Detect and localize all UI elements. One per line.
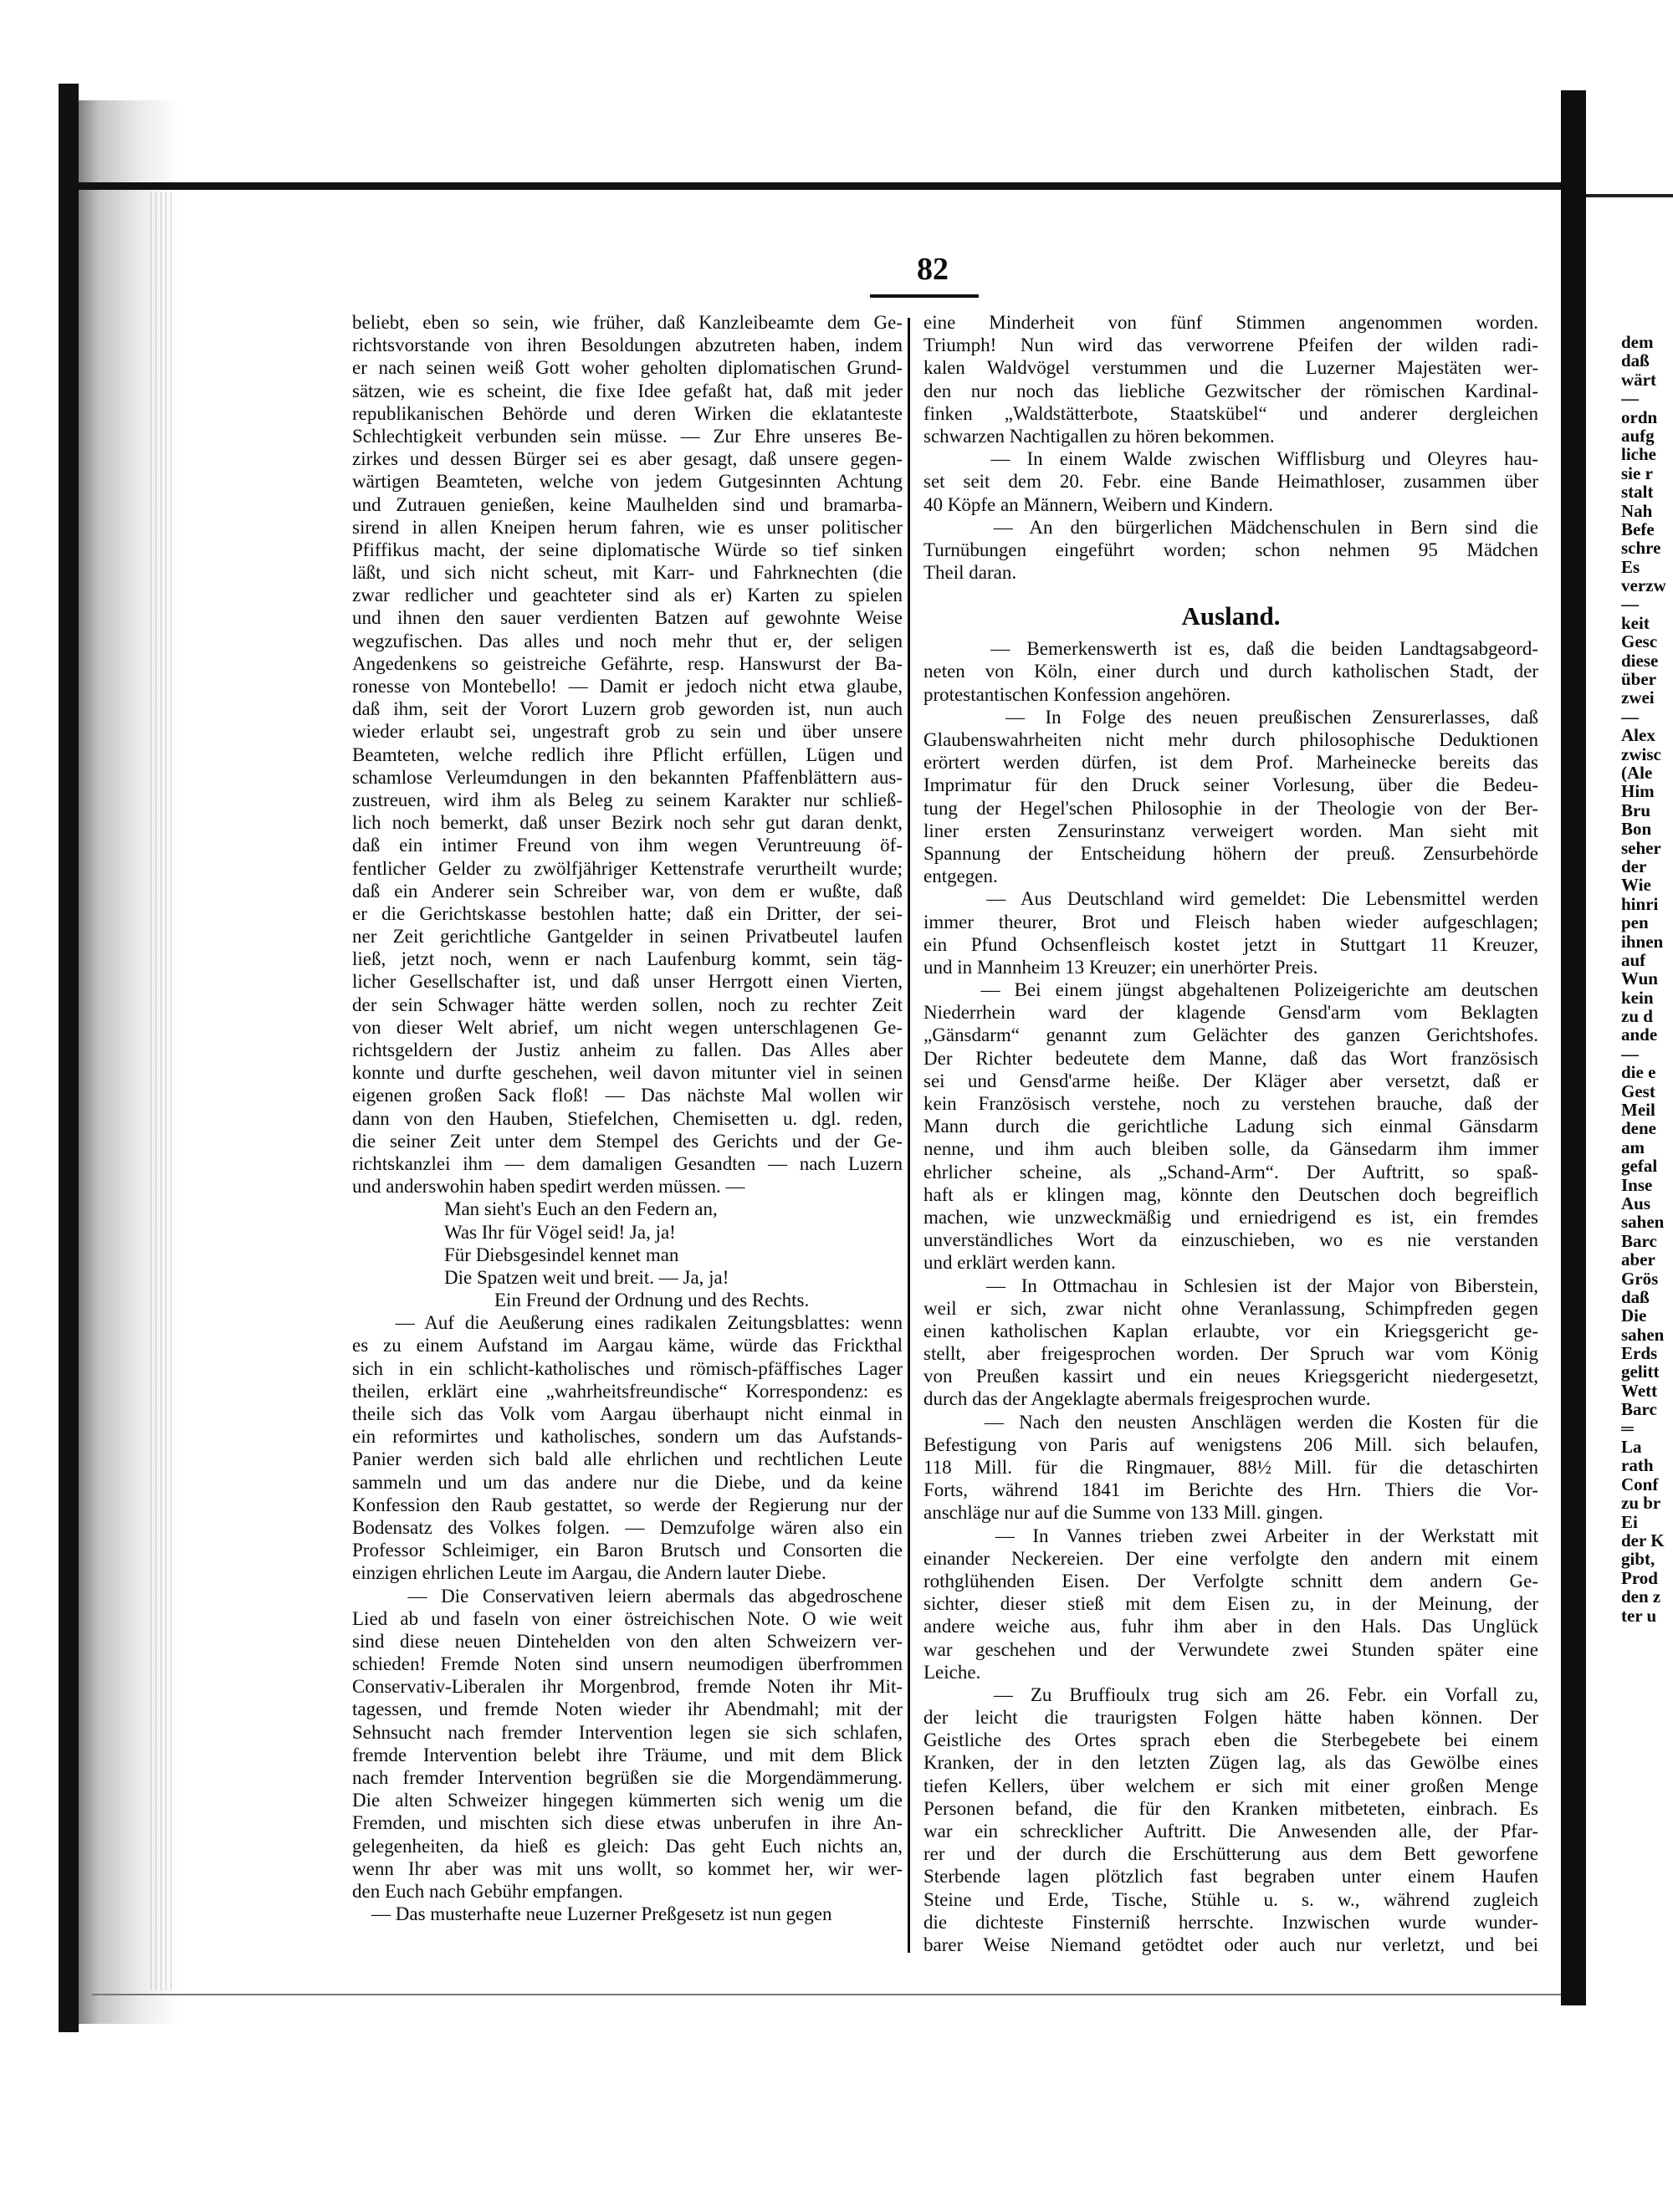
news-paragraph [923,887,1538,978]
fragment-line: Him [1621,781,1655,802]
text-line: erörtert werden dürfen, ist dem Prof. Marheinecke bereits das [923,752,1538,774]
fragment-line: sahen [1621,1212,1665,1233]
text-line: — Das musterhafte neue Luzerner Preßgesetz ist nun gegen [352,1903,832,1925]
text-line: ließ, jetzt noch, wenn er nach Laufenburg kommt, sein täg- [352,948,903,970]
news-paragraph [923,1525,1538,1683]
text-line: ner Zeit gerichtliche Gantgelder in seinen Privatbeutel laufen [352,926,903,948]
text-line: Lied ab und faseln von einer östreichischen Note. O wie weit [352,1607,903,1629]
text-line: kein Französisch verstehe, noch zu verstehen brauche, daß der [923,1093,1538,1114]
fragment-line: gelitt [1621,1361,1660,1382]
text-line: Triumph! Nun wird das verworrene Pfeifen der wilden radi- [923,335,1538,356]
text-line: und anderswohin haben spedirt werden müssen. — [352,1176,745,1198]
fragment-line: — [1621,388,1639,409]
text-line: licher Gesellschafter ist, und daß unser Herrgott einen Vierten, [352,971,903,993]
text-line: er die Gerichtskasse bestohlen hatte; daß ein Dritter, der sei- [352,902,903,924]
fragment-line: zwisc [1621,743,1661,764]
text-line: fentlicher Gelder zu zwölfjähriger Kettenstrafe verurtheilt wurde; [352,857,903,879]
text-line: war geschehen und der Verwundete zwei Stunden später eine [923,1638,1538,1660]
fragment-line: Die [1621,1305,1647,1326]
text-line: haft als er klingen mag, könnte den Deutschen doch begreiflich [923,1183,1538,1205]
text-line: die seiner Zeit unter dem Stempel des Gerichts und der Ge- [352,1130,903,1152]
text-line: durch das der Angeklagte abermals freigesprochen wurde. [923,1388,1371,1410]
fragment-line: hinri [1621,893,1659,914]
text-line: wieder erlaubt sei, ungestraft grob zu sein und über unsere [352,721,903,743]
news-paragraph [923,637,1538,706]
fragment-line: zu d [1621,1006,1653,1027]
text-line: Theil daran. [923,562,1017,584]
fragment-line: Nah [1621,500,1653,521]
text-line: dann von den Hauben, Stiefelchen, Chemisetten u. dgl. reden, [352,1107,903,1129]
fragment-line: über [1621,669,1656,690]
header-rule [79,182,1564,190]
text-line: die dichteste Finsterniß herrschte. Inzwischen wurde wunder- [923,1911,1538,1933]
text-line: der sein Schwager hätte werden sollen, noch zu rechter Zeit [352,994,903,1015]
text-line: Niederrhein ward der klagende Gensd'arm vom Beklagten [923,1002,1538,1024]
text-line: ronesse von Montebello! — Damit er jedoch nicht etwa glaube, [352,676,903,697]
fragment-line: — [1621,594,1639,615]
fragment-line: Alex [1621,725,1655,746]
fragment-line: Bon [1621,819,1652,840]
text-line: machen, wie unzweckmäßig und erniedrigend es ist, ein fremdes [923,1206,1538,1228]
text-line: gelegenheiten, da hieß es gleich: Das geht Euch nichts an, [352,1835,903,1857]
text-line: sei und Gensd'arme heiße. Der Kläger aber versetzt, daß er [923,1070,1538,1091]
text-line: Angedenkens so geistreiche Gefährte, resp. Hanswurst der Ba- [352,652,903,674]
text-line: er nach seinen weiß Gott woher geholten diplomatischen Grund- [352,357,903,379]
fragment-line: Inse [1621,1174,1653,1195]
text-line: neten von Köln, einer durch und durch katholischen Stadt, der [923,661,1538,682]
text-line: wegzufischen. Das alles und noch mehr thut er, der seligen [352,630,903,651]
news-paragraph [352,1903,903,1925]
next-page-header-rule [1586,194,1673,197]
fragment-line: ordn [1621,406,1658,427]
text-line: und Zutrauen genießen, keine Maulhelden sind und bramarba- [352,493,903,515]
left-text-column [352,311,903,1925]
fragment-line: aufg [1621,425,1655,446]
text-line: sich in ein schlicht-katholisches und römisch-pfäffisches Lager [352,1357,903,1379]
fragment-line: Es [1621,556,1640,577]
text-line: einander Neckereien. Der eine verfolgte den andern mit einem [923,1547,1538,1569]
text-line: Leiche. [923,1661,981,1683]
fragment-line: ═ [1621,1418,1634,1438]
fragment-line: liche [1621,444,1656,465]
fragment-line: gefal [1621,1156,1658,1177]
text-line: einen katholischen Kaplan erlaubte, vor ein Kriegsgericht ge- [923,1320,1538,1341]
fragment-line: (Ale [1621,762,1653,783]
text-line: Ein Freund der Ordnung und des Rechts. [494,1290,810,1311]
text-line: Spannung der Entscheidung höhern der preuß. Zensurbehörde [923,842,1538,864]
text-line: nach fremder Intervention begrüßen sie die Morgendämmerung. [352,1767,903,1788]
fragment-line: sie r [1621,462,1653,483]
text-line: andere weiche aus, fuhr ihm aber in den Hals. Das Unglück [923,1616,1538,1637]
text-line: Der Richter bedeutete dem Manne, daß das Wort französisch [923,1047,1538,1069]
text-line: — Zu Bruffioulx trug sich am 26. Febr. ein Vorfall zu, [923,1683,1538,1705]
news-paragraph [923,1275,1538,1411]
fragment-line: sahen [1621,1324,1665,1345]
text-line: rer und der durch die Erschütterung aus dem Bett geworfene [923,1843,1538,1865]
fragment-line: wärt [1621,369,1656,390]
text-line: kalen Waldvögel verstummen und die Luzerner Majestäten wer- [923,357,1538,379]
text-line: Kranken, der in den letzten Zügen lag, als das Gewölbe eines [923,1752,1538,1774]
fragment-line: — [1621,706,1639,727]
text-line: tung der Hegel'schen Philosophie in der Theologie von der Ber- [923,797,1538,819]
text-line: ehrlicher scheine, als „Schand-Arm“. Der Auftritt, so spaß- [923,1161,1538,1183]
text-line: von Preußen kassirt und ein neues Kriegsgericht niedergesetzt, [923,1366,1538,1387]
text-line: richtsvorstande von ihren Besoldungen abzutreten haben, indem [352,335,903,356]
text-line: set seit dem 20. Febr. eine Bande Heimathloser, zusammen über [923,471,1538,493]
text-line: — In Vannes trieben zwei Arbeiter in der Werkstatt mit [923,1525,1538,1546]
text-line: ein reformirtes und katholisches, sondern um das Aufstands- [352,1426,903,1448]
fragment-line: kein [1621,987,1654,1008]
text-line: Befestigung von Paris auf wenigstens 206 Mill. sich belaufen, [923,1433,1538,1455]
text-line: läßt, und sich nicht scheut, mit Karr- und Fahrknechten (die [352,562,903,584]
page-number: 82 [917,252,949,287]
text-line: stellt, aber freigesprochen worden. Der Spruch war vom König [923,1343,1538,1365]
text-line: und erklärt werden kann. [923,1252,1116,1274]
fragment-line: aber [1621,1249,1655,1270]
text-line: — Aus Deutschland wird gemeldet: Die Lebensmittel werden [923,888,1538,910]
text-line: — Bei einem jüngst abgehaltenen Polizeigerichte am deutschen [923,979,1538,1001]
text-line: daß ein Anderer sein Schreiber war, von dem er wußte, daß [352,880,903,902]
text-line: fremde Intervention belebt ihre Träume, und mit dem Blick [352,1744,903,1765]
text-line: — In Folge des neuen preußischen Zensurerlasses, daß [923,706,1538,728]
news-paragraph [352,1585,903,1903]
fragment-line: pen [1621,912,1649,933]
text-line: und in Mannheim 13 Kreuzer; ein unerhörter Preis. [923,956,1318,978]
fragment-line: Befe [1621,519,1655,539]
fragment-line: Bru [1621,799,1651,820]
page-stack-edges [151,192,176,1990]
text-line: — Nach den neusten Anschlägen werden die Kosten für die [923,1411,1538,1433]
text-line: beliebt, eben so sein, wie früher, daß Kanzleibeamte dem Ge- [352,312,903,333]
text-line: Schlechtigkeit verbunden sein müsse. — Zur Ehre unseres Be- [352,425,903,447]
text-line: und ihnen den sauer verdienten Batzen auf gewohnte Weise [352,607,903,629]
text-line: tagessen, und fremde Noten wieder ihr Abendmahl; mit der [352,1699,903,1720]
news-paragraph [352,1311,903,1584]
text-line: weil er sich, zwar nicht ohne Veranlassung, Schimpfreden gegen [923,1297,1538,1319]
news-paragraph [923,516,1538,585]
fragment-line: Conf [1621,1474,1659,1494]
text-line: Was Ihr für Vögel seid! Ja, ja! [444,1221,676,1243]
text-line: es zu einem Aufstand im Aargau käme, würde das Frickthal [352,1335,903,1356]
text-line: von dieser Welt abrief, um nicht wegen unterschlagenen Ge- [352,1016,903,1038]
news-paragraph [923,311,1538,447]
news-paragraph [923,1411,1538,1525]
fragment-line: die e [1621,1062,1656,1083]
right-text-column [923,311,1538,1956]
text-line: Bodensatz des Volkes folgen. — Demzufolge wären also ein [352,1516,903,1538]
text-line: wenn Ihr aber was mit uns wollt, so kommet her, wir wer- [352,1857,903,1879]
page-fold-shadow [1561,90,1586,2005]
fragment-line: Erds [1621,1343,1658,1364]
text-line: den Euch nach Gebühr empfangen. [352,1880,623,1902]
text-line: unverständliches Wort da einzuschieben, wo es nie verstanden [923,1229,1538,1251]
text-line: republikanischen Behörde und deren Wirken die eklatanteste [352,402,903,424]
signature-line [352,1289,903,1311]
fragment-line: schre [1621,538,1661,559]
text-line: Personen befand, die für den Kranken mitbeteten, einbrach. Es [923,1797,1538,1819]
fragment-line: keit [1621,612,1650,633]
text-line: entgegen. [923,866,998,887]
fragment-line: Gesc [1621,631,1658,652]
fragment-line: gibt, [1621,1549,1655,1570]
text-line: finken „Waldstätterbote, Staatskübel“ und anderer dergleichen [923,402,1538,424]
text-line: — In einem Walde zwischen Wifflisburg und Oleyres hau- [923,448,1538,470]
fragment-line: den z [1621,1586,1661,1607]
text-line: Für Diebsgesindel kennet man [444,1244,679,1265]
text-line: Steine und Erde, Tische, Stühle u. s. w., während zugleich [923,1888,1538,1910]
fragment-line: Wun [1621,968,1658,989]
text-line: immer theurer, Brot und Fleisch haben wieder aufgeschlagen; [923,911,1538,932]
text-line: liner ersten Zensurinstanz verweigert worden. Man sieht mit [923,820,1538,841]
column-divider [908,318,910,1953]
fragment-line: dem [1621,333,1654,352]
text-line: nenne, und ihm auch bleiben solle, da Gänsedarm ihm immer [923,1138,1538,1160]
text-line: „Gänsdarm“ genannt zum Gelächter des ganzen Gerichtshofes. [923,1024,1538,1046]
text-line: theile sich das Volk vom Aargau überhaupt nicht einmal in [352,1403,903,1424]
text-line: Die alten Schweizer hingegen kümmerten sich wenig um die [352,1790,903,1811]
text-line: zustreuen, wird ihm als Beleg zu seinem Karakter nur schließ- [352,789,903,810]
text-line: Imprimatur für den Druck seiner Vorlesung, über die Bedeu- [923,774,1538,796]
text-line: protestantischen Konfession angehören. [923,683,1231,705]
text-line: Fremden, und mischten sich diese etwas unberufen in ihre An- [352,1812,903,1834]
text-line: war ein schrecklicher Auftritt. Die Anwesenden alle, der Pfar- [923,1821,1538,1842]
text-line: der leicht die traurigsten Folgen hätte haben können. Der [923,1707,1538,1729]
fragment-line: Meil [1621,1100,1655,1121]
fragment-line: ihnen [1621,931,1664,952]
fragment-line: zu br [1621,1493,1661,1514]
fragment-line: daß [1621,1286,1650,1307]
text-line: 40 Köpfe an Männern, Weibern und Kindern. [923,493,1273,515]
fragment-line: Barc [1621,1230,1657,1251]
text-line: tiefen Kellers, über welchem er sich mit einer großen Menge [923,1775,1538,1796]
news-paragraph [923,1683,1538,1956]
text-line: ein Pfund Ochsenfleisch kostet jetzt in Stuttgart 11 Kreuzer, [923,933,1538,955]
text-line: barer Weise Niemand getödtet oder auch nur verletzt, und bei [923,1934,1538,1955]
text-line: rothglühenden Eisen. Der Verfolgte schnitt dem andern Ge- [923,1570,1538,1591]
fragment-line: Ei [1621,1511,1638,1532]
fragment-line: am [1621,1137,1645,1157]
fragment-line: ter u [1621,1605,1657,1625]
text-line: — Auf die Aeußerung eines radikalen Zeitungsblattes: wenn [352,1312,903,1334]
text-line: sind diese neuen Dintehelden von den alten Schweizern ver- [352,1630,903,1652]
fragment-line: der K [1621,1530,1665,1550]
text-line: daß ihm, seit der Vorort Luzern grob geworden ist, nun auch [352,698,903,720]
fragment-line: ande [1621,1024,1658,1045]
text-line: Die Spatzen weit und breit. — Ja, ja! [444,1266,729,1288]
next-page-fragment-column [1621,333,1673,1625]
fragment-line: verzw [1621,575,1666,596]
text-line: Pfiffikus macht, der seine diplomatische Würde so tief sinken [352,539,903,560]
fragment-line: Wie [1621,875,1651,896]
text-line: den nur noch das liebliche Gezwitscher der römischen Kardinal- [923,380,1538,401]
fragment-line: Prod [1621,1567,1658,1588]
fragment-line: der [1621,856,1647,876]
text-line: schamlose Verleumdungen in den bekannten Pfaffenblättern aus- [352,766,903,788]
text-line: — Die Conservativen leiern abermals das abgedroschene [352,1585,903,1607]
fragment-line: Barc [1621,1399,1657,1420]
text-line: — In Ottmachau in Schlesien ist der Major von Biberstein, [923,1275,1538,1296]
fragment-line: La [1621,1437,1642,1458]
text-line: Man sieht's Euch an den Federn an, [444,1198,718,1220]
text-line: Sterbende lagen plötzlich fast begraben unter einem Haufen [923,1866,1538,1888]
text-line: sätzen, wie es scheint, die fixe Idee gefaßt hat, daß mit jeder [352,380,903,401]
text-line: — An den bürgerlichen Mädchenschulen in Bern sind die [923,516,1538,538]
text-line: Conservativ-Liberalen ihr Morgenbrod, fremde Noten ihr Mit- [352,1676,903,1698]
text-line: Professor Schleimiger, ein Baron Brutsch und Consorten die [352,1540,903,1561]
text-line: zwar redlicher und geachteter sind als er) Karten zu spielen [352,585,903,606]
text-line: Sehnsucht nach fremder Intervention legen sie sich schlafen, [352,1721,903,1743]
text-line: daß ein intimer Freund von ihm wegen Veruntreuung öf- [352,835,903,856]
news-paragraph [923,447,1538,516]
text-line: Konfession den Raub gestattet, so werde der Regierung nur der [352,1494,903,1515]
news-paragraph [352,311,903,1198]
fragment-line: Aus [1621,1193,1651,1213]
text-line: theilen, erklärt eine „wahrheitsfreundische“ Korrespondenz: es [352,1380,903,1402]
text-line: Glaubenswahrheiten nicht mehr durch philosophische Deduktionen [923,729,1538,750]
text-line: anschläge nur auf die Summe von 133 Mill. gingen. [923,1502,1323,1524]
text-line: Panier werden sich bald alle ehrlichen und rechtlichen Leute [352,1448,903,1470]
section-heading-ausland: Ausland. [1181,601,1281,631]
text-line: konnte und durfte geschehen, weil davon mitunter viel in seinen [352,1062,903,1084]
text-line: einzigen ehrlichen Leute im Aargau, die Andern lauter Diebe. [352,1562,826,1584]
fragment-line: Wett [1621,1380,1658,1401]
text-line: schwarzen Nachtigallen zu hören bekommen. [923,425,1275,447]
text-line: — Bemerkenswerth ist es, daß die beiden Landtagsabgeord- [923,638,1538,660]
text-line: wärtigen Beamteten, welche von jedem Gutgesinnten Achtung [352,471,903,493]
text-line: eine Minderheit von fünf Stimmen angenommen worden. [923,312,1538,333]
footer-rule [92,1994,1564,1995]
fragment-line: seher [1621,837,1661,858]
text-line: sichter, dieser stieß mit dem Eisen zu, in der Meinung, der [923,1593,1538,1615]
text-line: Mann durch die gerichtliche Ladung sich einmal Gänsdarm [923,1116,1538,1137]
text-line: eigenen großen Sack floß! — Das nächste Mal wollen wir [352,1085,903,1106]
poem [352,1198,903,1289]
scan-edge-left [59,84,79,2032]
fragment-line: auf [1621,949,1646,970]
text-line: Geistliche des Ortes sprach eben die Sterbegebete bei einem [923,1729,1538,1751]
news-paragraph [923,706,1538,888]
fragment-line: daß [1621,350,1650,371]
fragment-line: Grös [1621,1268,1659,1289]
text-line: richtsgeldern der Justiz anheim zu fallen. Das Alles aber [352,1040,903,1060]
fragment-line: dene [1621,1118,1656,1139]
fragment-line: diese [1621,650,1659,671]
text-line: richtskanzlei ihm — dem damaligen Gesandten — nach Luzern [352,1152,903,1174]
text-line: sirend in allen Kneipen herum fahren, wie es unser politischer [352,516,903,538]
text-line: 118 Mill. für die Ringmauer, 88½ Mill. für die detaschirten [923,1457,1538,1478]
news-paragraph [923,978,1538,1274]
fragment-line: zwei [1621,687,1655,708]
text-line: Forts, während 1841 im Berichte des Hrn. Thiers die Vor- [923,1479,1538,1501]
text-line: zirkes und dessen Bürger sei es aber gesagt, daß unsere gegen- [352,448,903,470]
fragment-line: — [1621,1043,1639,1064]
text-line: Beamteten, welche redlich ihre Pflicht erfüllen, Lügen und [352,743,903,765]
text-line: lich noch bemerkt, daß unser Bezirk noch sehr gut daran denkt, [352,812,903,834]
page-number-underline [870,294,979,298]
fragment-line: stalt [1621,482,1654,503]
text-line: Turnübungen eingeführt worden; schon nehmen 95 Mädchen [923,539,1538,560]
fragment-line: Gest [1621,1080,1655,1101]
fragment-line: rath [1621,1455,1654,1476]
text-line: schieden! Fremde Noten sind unsern neumodigen überfrommen [352,1653,903,1675]
text-line: sammeln und um das andere nur die Diebe, und da keine [352,1471,903,1493]
